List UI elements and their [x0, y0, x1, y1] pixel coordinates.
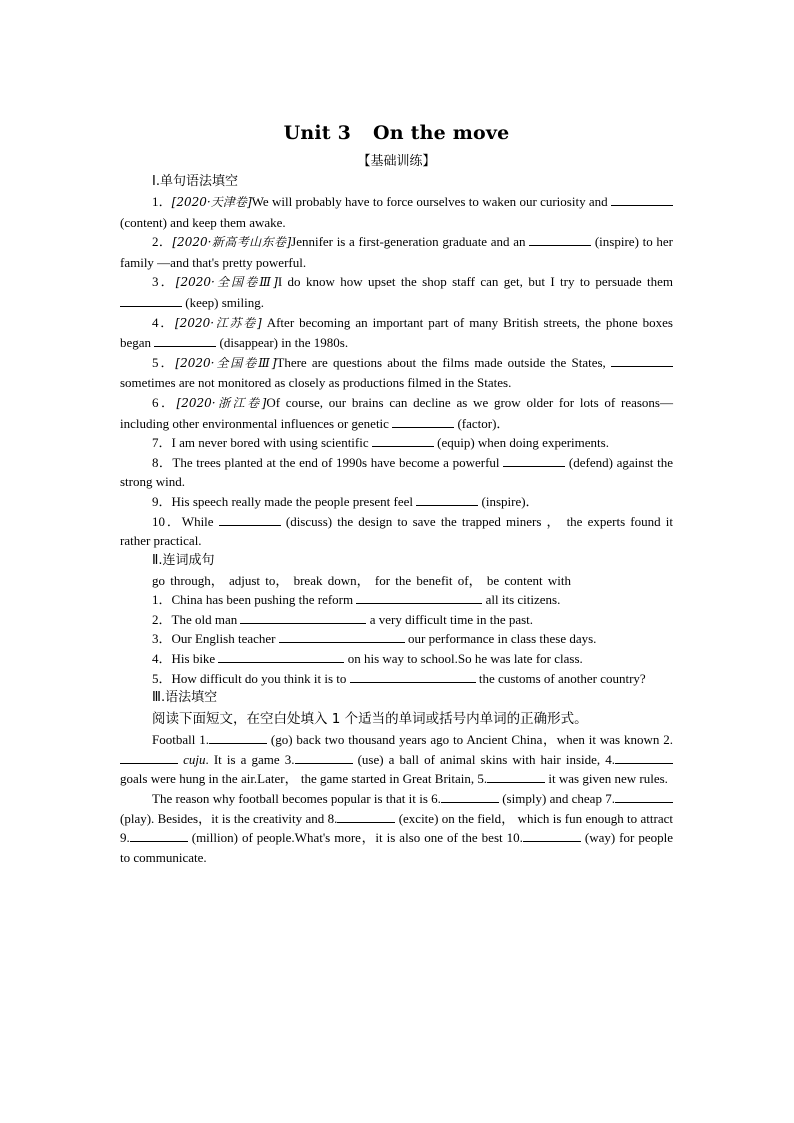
question-item [120, 353, 673, 393]
question-text: We will probably have to force ourselves to waken our curiosity and [251, 194, 611, 209]
question-text: China has been pushing the reform [171, 592, 357, 608]
question-number: 3． [152, 274, 176, 290]
blank-5[interactable] [487, 770, 545, 783]
p1-text-c: . It is a game 3. [205, 751, 295, 767]
p2-text-c: (play). Besides，it is the creativity and 8. [120, 810, 338, 826]
question-text: (keep) smiling. [182, 294, 264, 310]
p1-text-d: (use) a ball of animal skins with hair inside, 4. [352, 751, 615, 767]
blank-1[interactable] [209, 731, 267, 744]
question-number: 5． [152, 670, 172, 686]
question-number: 8． [152, 454, 173, 470]
question-source: [2020·江苏卷] [175, 315, 262, 330]
question-number: 2． [152, 234, 173, 250]
passage-paragraph-2 [120, 789, 673, 867]
section1-heading: Ⅰ.单句语法填空 [152, 174, 238, 189]
question-item [120, 610, 673, 630]
blank-9[interactable] [130, 829, 188, 842]
p1-text-a: Football 1. [152, 732, 209, 748]
answer-blank[interactable] [350, 670, 476, 683]
question-text: (factor)． [454, 415, 510, 431]
p2-text-f: (way) for people to communicate. [120, 830, 673, 865]
question-text: Of course, our brains can decline as we grow older for lots of reasons—including other environmental influences or genetic [120, 394, 673, 431]
answer-blank[interactable] [279, 630, 405, 643]
unit-name: On the move [373, 122, 510, 144]
question-number: 4． [152, 314, 175, 330]
p1-text-b: (go) back two thousand years ago to Ancient China，when it was known 2. [266, 732, 673, 748]
answer-blank[interactable] [529, 233, 591, 246]
question-text: a very difficult time in the past. [366, 611, 534, 627]
basic-training-label: 【基础训练】 [357, 154, 436, 169]
page-title [120, 118, 673, 148]
question-number: 7． [152, 435, 172, 451]
question-item [120, 393, 673, 433]
question-text: all its citizens. [482, 592, 561, 608]
blank-4[interactable] [615, 751, 673, 764]
question-item [120, 590, 673, 610]
question-number: 4． [152, 651, 172, 667]
question-text: (equip) when doing experiments. [433, 435, 609, 451]
question-text: The trees planted at the end of 1990s have become a powerful [172, 454, 504, 470]
answer-blank[interactable] [356, 591, 482, 604]
question-item [120, 512, 673, 551]
question-text: His bike [171, 651, 219, 667]
question-number: 1． [152, 592, 172, 608]
answer-blank[interactable] [392, 415, 454, 428]
question-source: [2020·新高考山东卷] [172, 235, 292, 250]
question-number: 10． [152, 513, 182, 529]
question-item [120, 453, 673, 492]
question-source: [2020·天津卷] [171, 195, 252, 209]
answer-blank[interactable] [218, 650, 344, 663]
question-text: I am never bored with using scientific [171, 435, 372, 451]
p1-text-f: it was given new rules. [545, 771, 668, 787]
question-item [120, 433, 673, 453]
question-number: 6． [152, 394, 177, 410]
question-number: 3． [152, 631, 172, 647]
question-item [120, 649, 673, 669]
question-text: How difficult do you think it is to [171, 670, 350, 686]
answer-blank[interactable] [120, 294, 182, 307]
question-number: 9． [152, 493, 172, 509]
question-text: Jennifer is a first-generation graduate and an [291, 234, 530, 250]
p2-text-e: (million) of people.What's more，it is also one of the best 10. [187, 830, 523, 846]
section3-heading: Ⅲ.语法填空 [152, 690, 218, 706]
question-item [120, 669, 673, 689]
question-item [120, 492, 673, 512]
phrase-bank: go through， adjust to， break down， for the benefit of， be content with [152, 572, 571, 588]
p1-text-e: goals were hung in the air.Later， the game started in Great Britain, 5. [120, 771, 488, 787]
question-item [120, 629, 673, 649]
p2-text-a: The reason why football becomes popular is that it is 6. [152, 791, 441, 807]
question-item [120, 313, 673, 353]
answer-blank[interactable] [416, 493, 478, 506]
question-text: (inspire)． [478, 493, 539, 509]
answer-blank[interactable] [611, 354, 673, 367]
question-text: His speech really made the people present feel [171, 493, 417, 509]
question-text: (disappear) in the 1980s. [216, 335, 349, 351]
answer-blank[interactable] [503, 454, 565, 467]
answer-blank[interactable] [372, 434, 434, 447]
p1-cuju: cuju [183, 751, 206, 767]
question-number: 2． [152, 611, 172, 627]
question-text: (inspire) to her family —and that's pretty powerful. [120, 234, 673, 270]
question-text: (defend) against the strong wind. [120, 454, 673, 490]
p2-text-d: (excite) on the field， which is fun enough to attract 9. [120, 810, 673, 846]
question-text: After becoming an important part of many British streets, the phone boxes began [120, 314, 673, 351]
passage-paragraph-1 [120, 730, 673, 789]
question-item [120, 272, 673, 312]
question-text: on his way to school.So he was late for class. [344, 651, 583, 667]
question-text: the customs of another country? [475, 670, 646, 686]
question-text: our performance in class these days. [404, 631, 597, 647]
question-item [120, 192, 673, 232]
question-text: (discuss) the design to save the trapped miners ， the experts found it rather practical. [120, 513, 673, 549]
blank-2[interactable] [120, 751, 178, 764]
blank-3[interactable] [295, 751, 353, 764]
blank-10[interactable] [523, 829, 581, 842]
blank-7[interactable] [615, 790, 673, 803]
question-item [120, 232, 673, 272]
question-text: The old man [171, 611, 241, 627]
question-number: 1． [152, 194, 172, 209]
question-text: Our English teacher [171, 631, 279, 647]
answer-blank[interactable] [154, 334, 216, 347]
answer-blank[interactable] [219, 513, 281, 526]
section2-questions [120, 590, 673, 688]
section3-instruction: 阅读下面短文，在空白处填入 1 个适当的单词或括号内单词的正确形式。 [152, 711, 588, 728]
question-text: sometimes are not monitored as closely as productions filmed in the States. [120, 375, 512, 391]
question-number: 5． [152, 354, 176, 370]
blank-6[interactable] [441, 790, 499, 803]
question-source: [2020·浙江卷] [176, 395, 267, 410]
answer-blank[interactable] [240, 611, 366, 624]
unit-number: Unit 3 [283, 122, 352, 144]
question-source: [2020·全国卷Ⅲ] [175, 275, 278, 290]
question-text: While [181, 513, 219, 529]
blank-8[interactable] [337, 810, 395, 823]
section2-heading: Ⅱ.连词成句 [152, 552, 215, 568]
question-text: (content) and keep them awake. [120, 214, 286, 230]
answer-blank[interactable] [611, 193, 673, 206]
question-text: I do know how upset the shop staff can get, but I try to persuade them [277, 274, 673, 290]
p2-text-b: (simply) and cheap 7. [498, 791, 615, 807]
question-source: [2020·全国卷Ⅲ] [175, 355, 277, 370]
section1-questions [120, 192, 673, 551]
question-text: There are questions about the films made outside the States, [276, 354, 611, 370]
worksheet-page [120, 118, 673, 867]
